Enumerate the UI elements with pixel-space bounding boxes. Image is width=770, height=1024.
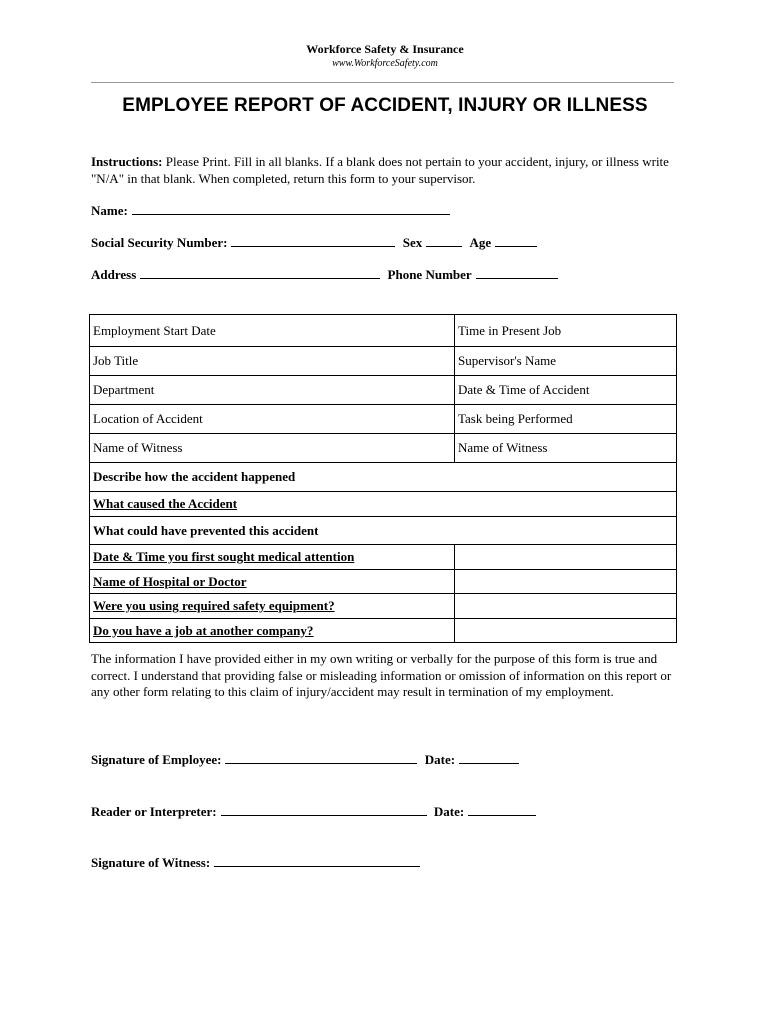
instructions-label: Instructions: (91, 154, 163, 169)
header-divider (91, 82, 674, 83)
employee-date-label: Date: (424, 752, 456, 767)
first-medical-attention-cell: Date & Time you first sought medical attention (90, 545, 455, 570)
location-of-accident-cell[interactable]: Location of Accident (90, 405, 455, 434)
name-row (91, 202, 450, 219)
job-title-cell[interactable]: Job Title (90, 347, 455, 376)
address-field[interactable] (140, 266, 380, 279)
reader-field[interactable] (221, 805, 427, 816)
witness-signature-row (91, 855, 420, 871)
name-of-witness-cell[interactable]: Name of Witness (90, 434, 455, 463)
phone-field[interactable] (476, 266, 558, 279)
phone-label: Phone Number (387, 267, 472, 282)
reader-row (91, 804, 536, 820)
employee-signature-row (91, 752, 519, 768)
supervisors-name-cell[interactable]: Supervisor's Name (455, 347, 677, 376)
employment-start-date-cell[interactable]: Employment Start Date (90, 315, 455, 347)
address-row (91, 266, 558, 283)
hospital-or-doctor-answer[interactable] (455, 570, 677, 594)
declaration-text: The information I have provided either in my own writing or verbally for the purpose of this form is true and correct. I understand that providing false or misleading information or omission of information on this report or any other form relating to this claim of injury/accident may result in termination of my employment. (91, 651, 672, 699)
employee-date-field[interactable] (459, 753, 519, 764)
form-title: EMPLOYEE REPORT OF ACCIDENT, INJURY OR ILLNESS (122, 95, 648, 116)
sex-label: Sex (402, 235, 423, 250)
name-label: Name: (91, 203, 128, 218)
another-job-answer[interactable] (455, 619, 677, 643)
time-in-present-job-cell[interactable]: Time in Present Job (455, 315, 677, 347)
name-field[interactable] (132, 202, 450, 215)
ssn-row (91, 234, 537, 251)
hospital-or-doctor-cell: Name of Hospital or Doctor (90, 570, 455, 594)
witness-signature-field[interactable] (214, 856, 420, 867)
department-cell[interactable]: Department (90, 376, 455, 405)
accident-details-table (89, 314, 677, 643)
reader-date-field[interactable] (468, 805, 536, 816)
witness-signature-label: Signature of Witness: (91, 855, 211, 870)
describe-accident-cell[interactable]: Describe how the accident happened (90, 463, 677, 492)
organization-url[interactable]: www.WorkforceSafety.com (332, 58, 438, 69)
safety-equipment-answer[interactable] (455, 594, 677, 619)
organization-name: Workforce Safety & Insurance (306, 42, 464, 56)
address-label: Address (91, 267, 137, 282)
reader-label: Reader or Interpreter: (91, 804, 217, 819)
first-medical-attention-answer[interactable] (455, 545, 677, 570)
task-being-performed-cell[interactable]: Task being Performed (455, 405, 677, 434)
ssn-label: Social Security Number: (91, 235, 228, 250)
date-time-of-accident-cell[interactable]: Date & Time of Accident (455, 376, 677, 405)
instructions-text: Please Print. Fill in all blanks. If a blank does not pertain to your accident, injury, or illness write "N/A" in that blank. When completed, return this form to your supervisor. (91, 154, 669, 186)
age-label: Age (469, 235, 492, 250)
instructions (91, 153, 681, 187)
safety-equipment-cell: Were you using required safety equipment? (90, 594, 455, 619)
name-of-witness-cell-2[interactable]: Name of Witness (455, 434, 677, 463)
another-job-cell: Do you have a job at another company? (90, 619, 455, 643)
employee-signature-field[interactable] (225, 753, 417, 764)
sex-field[interactable] (426, 234, 462, 247)
age-field[interactable] (495, 234, 537, 247)
employee-signature-label: Signature of Employee: (91, 752, 222, 767)
what-caused-cell[interactable]: What caused the Accident (90, 492, 677, 517)
ssn-field[interactable] (231, 234, 395, 247)
reader-date-label: Date: (433, 804, 465, 819)
what-could-prevent-cell[interactable]: What could have prevented this accident (90, 517, 677, 545)
